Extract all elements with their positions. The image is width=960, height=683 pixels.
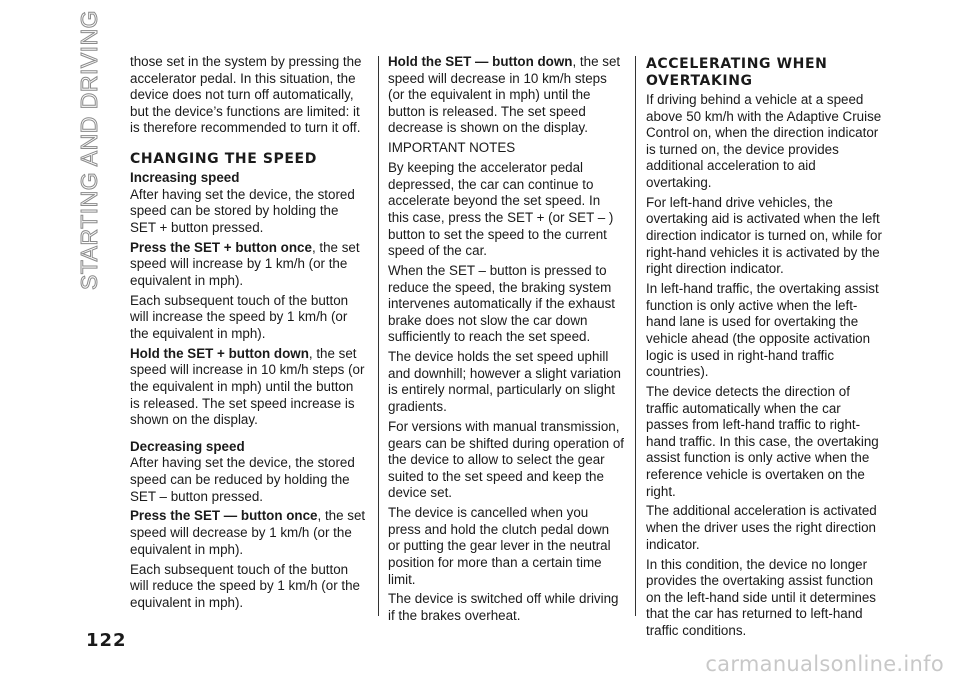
subheading-increasing-speed: Increasing speed	[130, 169, 240, 185]
page-number: 122	[86, 630, 127, 651]
paragraph: In this condition, the device no longer provides the overtaking assist function on the left-hand side until it determines that the car has returned to left-hand traffic conditions.	[646, 556, 877, 638]
important-notes-label: IMPORTANT NOTES	[388, 140, 516, 156]
section-heading-changing-speed: CHANGING THE SPEED	[130, 150, 317, 167]
bold-lead: Hold the SET — button down	[388, 54, 573, 69]
paragraph: The additional acceleration is activated when the driver uses the right direction indicator.	[646, 503, 877, 552]
column-divider	[635, 56, 636, 616]
text-column-3	[646, 54, 882, 643]
paragraph: Each subsequent touch of the button will increase the speed by 1 km/h (or the equivalent in mph).	[130, 292, 349, 341]
paragraph: When the SET – button is pressed to reduce the speed, the braking system intervenes automatically if the exhaust brake does not slow the car down sufficiently to reach the set speed.	[388, 263, 616, 345]
subheading-decreasing-speed: Decreasing speed	[130, 438, 245, 454]
paragraph-text: , the set speed will increase in 10 km/h steps (or the equivalent in mph) until the button is released. The set speed increase is shown on the display.	[130, 345, 365, 428]
text-column-2	[388, 54, 624, 628]
paragraph: If driving behind a vehicle at a speed above 50 km/h with the Adaptive Cruise Control on, when the direction indicator is turned on, the device provides additional acceleration to aid overtaking.	[646, 92, 882, 190]
column-divider	[378, 56, 379, 616]
paragraph: After having set the device, the stored speed can be stored by holding the SET + button pressed.	[130, 186, 355, 235]
paragraph: For versions with manual transmission, gears can be shifted during operation of the device to allow to select the gear suited to the set speed and keep the device set.	[388, 418, 624, 501]
paragraph: By keeping the accelerator pedal depressed, the car can continue to accelerate beyond the set speed. In this case, press the SET + (or SET – ) button to set the speed to the current speed of the car.	[388, 160, 614, 259]
paragraph	[130, 508, 366, 558]
section-heading-accelerating-overtaking: ACCELERATING WHEN OVERTAKING	[646, 56, 828, 89]
paragraph: The device is cancelled when you press and hold the clutch pedal down or putting the gear lever in the neutral position for more than a certain time limit.	[388, 505, 611, 587]
paragraph: In left-hand traffic, the overtaking assist function is only active when the left-hand lane is used for overtaking the vehicle ahead (the opposite activation logic is used in right-hand traffic countries).	[646, 281, 879, 380]
paragraph	[130, 346, 366, 429]
paragraph: The device holds the set speed uphill and downhill; however a slight variation is entirely normal, particularly on slight gradients.	[388, 349, 621, 415]
section-side-title: STARTING AND DRIVING	[76, 9, 102, 290]
bold-lead: Press the SET — button once	[130, 508, 318, 524]
paragraph: Each subsequent touch of the button will reduce the speed by 1 km/h (or the equivalent in mph).	[130, 561, 360, 610]
paragraph-text: , the set speed will increase by 1 km/h (or the equivalent in mph).	[130, 239, 360, 288]
paragraph: The device is switched off while driving if the brakes overheat.	[388, 591, 619, 624]
paragraph: After having set the device, the stored speed can be reduced by holding the SET – button pressed.	[130, 455, 355, 504]
paragraph-text: , the set speed will decrease by 1 km/h (or the equivalent in mph).	[130, 508, 366, 557]
paragraph: The device detects the direction of traffic automatically when the car passes from left-hand traffic to right-hand traffic. In this case, the overtaking assist function is only active when the reference vehicle is overtaken on the right.	[646, 383, 879, 499]
text-column-1	[130, 54, 366, 615]
paragraph	[388, 54, 624, 137]
paragraph: For left-hand drive vehicles, the overtaking aid is activated when the left direction indicator is turned on, while for right-hand vehicles it is activated by the right direction indicator.	[646, 194, 882, 277]
bold-lead: Hold the SET + button down	[130, 345, 309, 361]
paragraph-text: , the set speed will decrease in 10 km/h steps (or the equivalent in mph) until the button is released. The set speed decrease is shown on the display.	[388, 54, 621, 136]
intro-paragraph: those set in the system by pressing the accelerator pedal. In this situation, the device does not turn off automatically, but the device’s functions are limited: it is therefore recommended to turn it off.	[130, 54, 362, 136]
bold-lead: Press the SET + button once	[130, 239, 312, 255]
paragraph	[130, 240, 366, 290]
watermark-logo: carmanualsonline.info	[705, 652, 944, 676]
